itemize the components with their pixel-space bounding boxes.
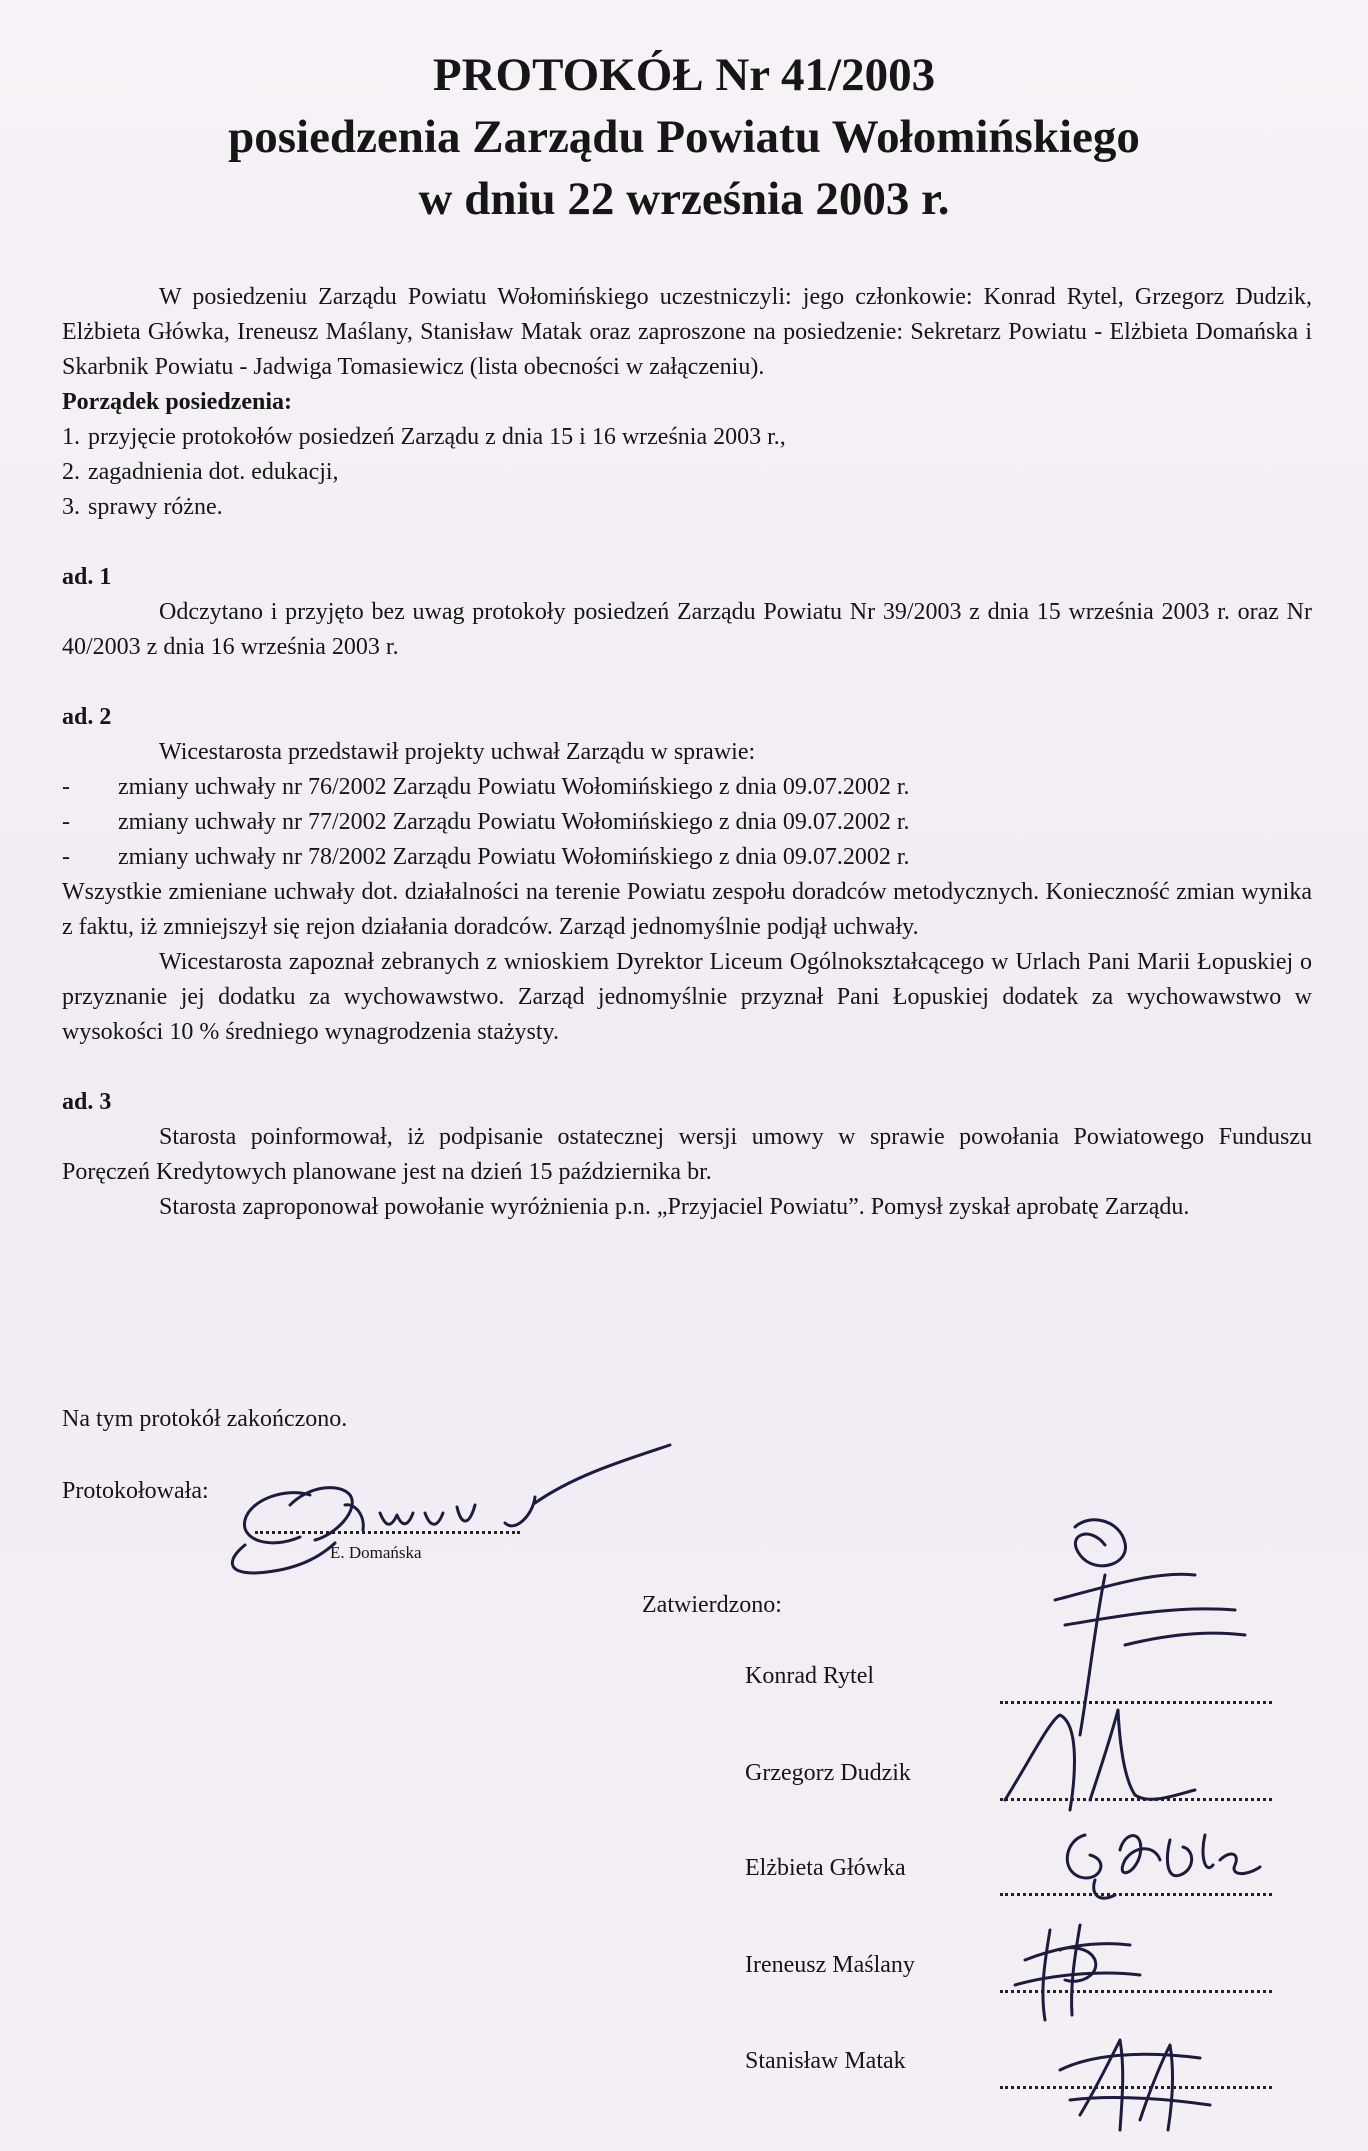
ad1-paragraph: Odczytano i przyjęto bez uwag protokoły posiedzeń Zarządu Powiatu Nr 39/2003 z dnia 15 września 2003 r. oraz Nr 40/2003 z dnia 16 września 2003 r. — [62, 599, 1312, 660]
ad2-paragraph-2: Wicestarosta zapoznał zebranych z wnioskiem Dyrektor Liceum Ogólnokształcącego w Urlach Pani Marii Łopuskiej o przyznanie jej dodatku za wychowawstwo. Zarząd jednomyślnie przyznał Pani Łopuskiej dodatek za wychowawstwo w wysokości 10 % średniego wynagrodzenia stażysty. — [62, 949, 1312, 1045]
recorder-name: E. Domańska — [330, 1543, 422, 1562]
intro-paragraph: W posiedzeniu Zarządu Powiatu Wołomińskiego uczestniczyli: jego członkowie: Konrad Rytel, Grzegorz Dudzik, Elżbieta Główka, Ireneusz Maślany, Stanisław Matak oraz zaproszone na posiedzenie: Sekretarz Powiatu - Elżbieta Domańska i Skarbnik Powiatu - Jadwiga Tomasiewicz (lista obecności w załączeniu). — [62, 284, 1312, 380]
agenda-item-text: przyjęcie protokołów posiedzeń Zarządu z dnia 15 i 16 września 2003 r., — [88, 424, 786, 450]
title-line-2: posiedzenia Zarządu Powiatu Wołomińskiego — [228, 111, 1140, 163]
ad2-heading: ad. 2 — [62, 704, 112, 730]
agenda-list — [62, 420, 1312, 525]
member-name: Ireneusz Maślany — [745, 1952, 915, 1978]
dash-marker: - — [62, 809, 70, 835]
dash-marker: - — [62, 774, 70, 800]
agenda-item — [62, 455, 1312, 490]
agenda-item-text: sprawy różne. — [88, 494, 223, 520]
agenda-item-text: zagadnienia dot. edukacji, — [88, 459, 339, 485]
member-name: Elżbieta Główka — [745, 1855, 906, 1881]
agenda-item — [62, 420, 1312, 455]
member-name: Grzegorz Dudzik — [745, 1760, 911, 1786]
agenda-heading: Porządek posiedzenia: — [62, 389, 292, 415]
ad3-heading: ad. 3 — [62, 1089, 112, 1115]
title-line-1: PROTOKÓŁ Nr 41/2003 — [432, 49, 936, 101]
agenda-item-number: 3. — [62, 494, 80, 520]
ad3-paragraph-2: Starosta zaproponował powołanie wyróżnienia p.n. „Przyjaciel Powiatu”. Pomysł zyskał aprobatę Zarządu. — [159, 1194, 1190, 1220]
ad2-intro: Wicestarosta przedstawił projekty uchwał Zarządu w sprawie: — [159, 739, 756, 765]
resolution-text: zmiany uchwały nr 76/2002 Zarządu Powiatu Wołomińskiego z dnia 09.07.2002 r. — [118, 774, 910, 800]
protocol-label: Protokołowała: — [62, 1478, 209, 1504]
resolution-item — [62, 840, 1312, 875]
closing-line: Na tym protokół zakończono. — [62, 1406, 348, 1432]
member-signature-image — [1055, 1815, 1275, 1910]
resolution-item — [62, 770, 1312, 805]
ad2-paragraph-1: Wszystkie zmieniane uchwały dot. działalności na terenie Powiatu zespołu doradców metodycznych. Konieczność zmian wynika z faktu, iż zmniejszył się rejon działania doradców. Zarząd jednomyślnie podjął uchwały. — [62, 879, 1312, 940]
member-name: Stanisław Matak — [745, 2048, 906, 2074]
approval-label: Zatwierdzono: — [642, 1592, 782, 1618]
dash-marker: - — [62, 844, 70, 870]
member-signature-image — [1000, 1700, 1280, 1830]
document-body — [62, 280, 1312, 1225]
member-signature-image — [1010, 1910, 1160, 2030]
agenda-item-number: 2. — [62, 459, 80, 485]
ad3-paragraph-1: Starosta poinformował, iż podpisanie ostatecznej wersji umowy w sprawie powołania Powiatowego Funduszu Poręczeń Kredytowych planowane jest na dzień 15 października br. — [62, 1124, 1312, 1185]
recorder-signature-image — [215, 1445, 685, 1585]
ad2-resolution-list — [62, 770, 1312, 875]
agenda-item — [62, 490, 1312, 525]
resolution-text: zmiany uchwały nr 77/2002 Zarządu Powiatu Wołomińskiego z dnia 09.07.2002 r. — [118, 809, 910, 835]
resolution-text: zmiany uchwały nr 78/2002 Zarządu Powiatu Wołomińskiego z dnia 09.07.2002 r. — [118, 844, 910, 870]
title-line-3: w dniu 22 września 2003 r. — [418, 173, 950, 225]
ad1-heading: ad. 1 — [62, 564, 112, 590]
member-signature-image — [1050, 2020, 1220, 2140]
member-name: Konrad Rytel — [745, 1663, 875, 1689]
document-title — [0, 44, 1368, 230]
agenda-item-number: 1. — [62, 424, 80, 450]
resolution-item — [62, 805, 1312, 840]
